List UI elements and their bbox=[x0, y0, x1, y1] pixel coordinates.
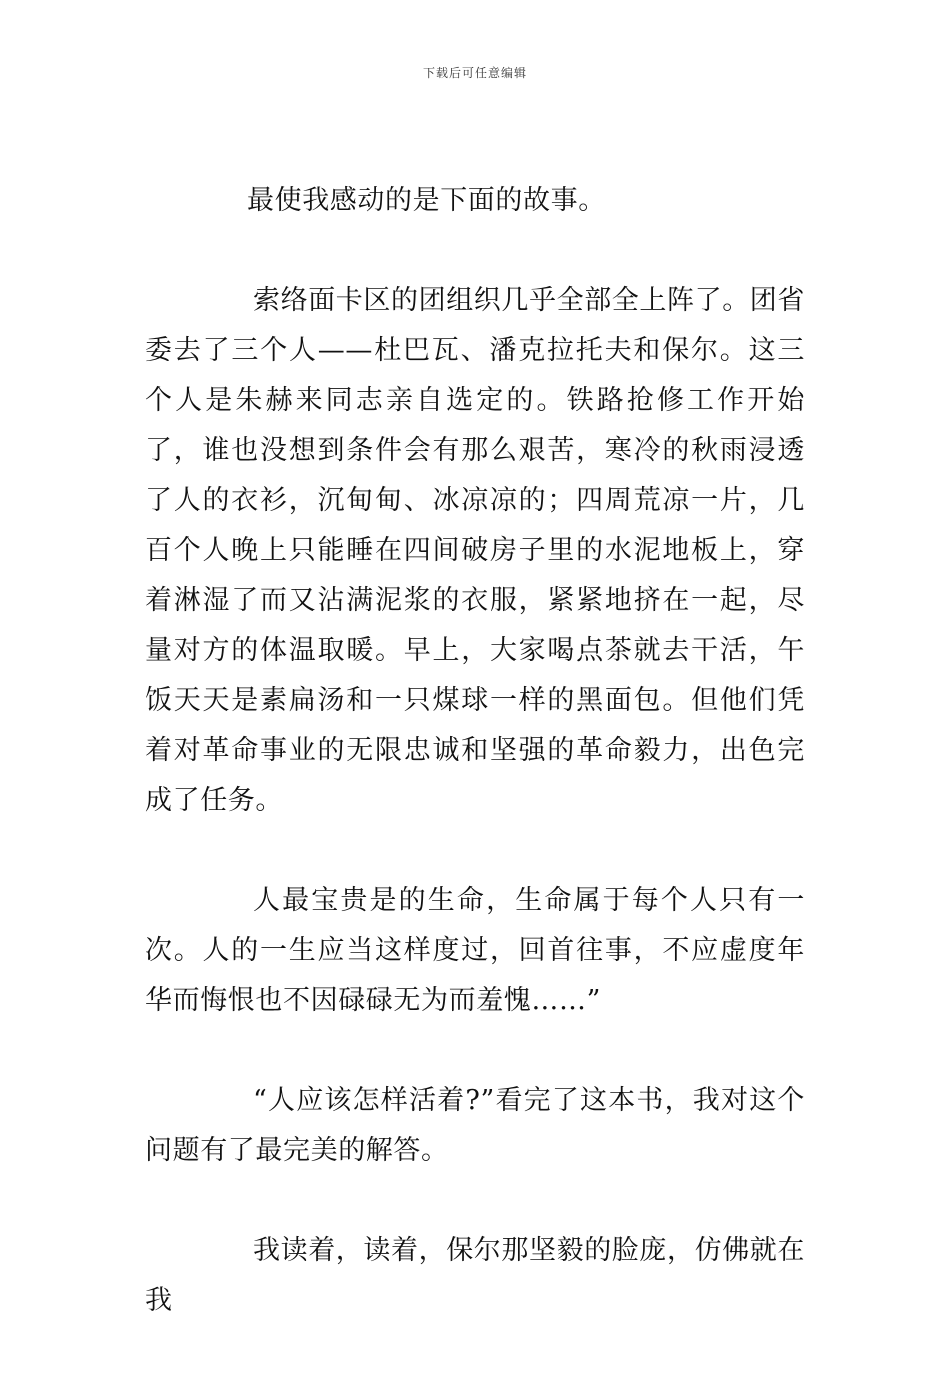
paragraph-2: 索络面卡区的团组织几乎全部全上阵了。团省委去了三个人——杜巴瓦、潘克拉托夫和保尔。这三个人是朱赫来同志亲自选定的。铁路抢修工作开始了，谁也没想到条件会有那么艰苦，寒冷的秋雨浸透了人的衣衫，沉甸甸、冰凉凉的；四周荒凉一片，几百个人晚上只能睡在四间破房子里的水泥地板上，穿着淋湿了而又沾满泥浆的衣服，紧紧地挤在一起，尽量对方的体温取暖。早上，大家喝点茶就去干活，午饭天天是素扁汤和一只煤球一样的黑面包。但他们凭着对革命事业的无限忠诚和坚强的革命毅力，出色完成了任务。 bbox=[145, 285, 805, 816]
document-body bbox=[145, 176, 805, 1376]
page-header: 下载后可任意编辑 bbox=[422, 66, 527, 80]
paragraph-3: 人最宝贵是的生命，生命属于每个人只有一次。人的一生应当这样度过，回首往事，不应虚度年华而悔恨也不因碌碌无为而羞愧……” bbox=[145, 885, 805, 1016]
paragraph-4: “人应该怎样活着?”看完了这本书，我对这个问题有了最完美的解答。 bbox=[145, 1085, 805, 1166]
paragraph-1: 最使我感动的是下面的故事。 bbox=[247, 185, 606, 216]
paragraph-5: 我读着，读着，保尔那坚毅的脸庞，仿佛就在我 bbox=[145, 1235, 805, 1316]
